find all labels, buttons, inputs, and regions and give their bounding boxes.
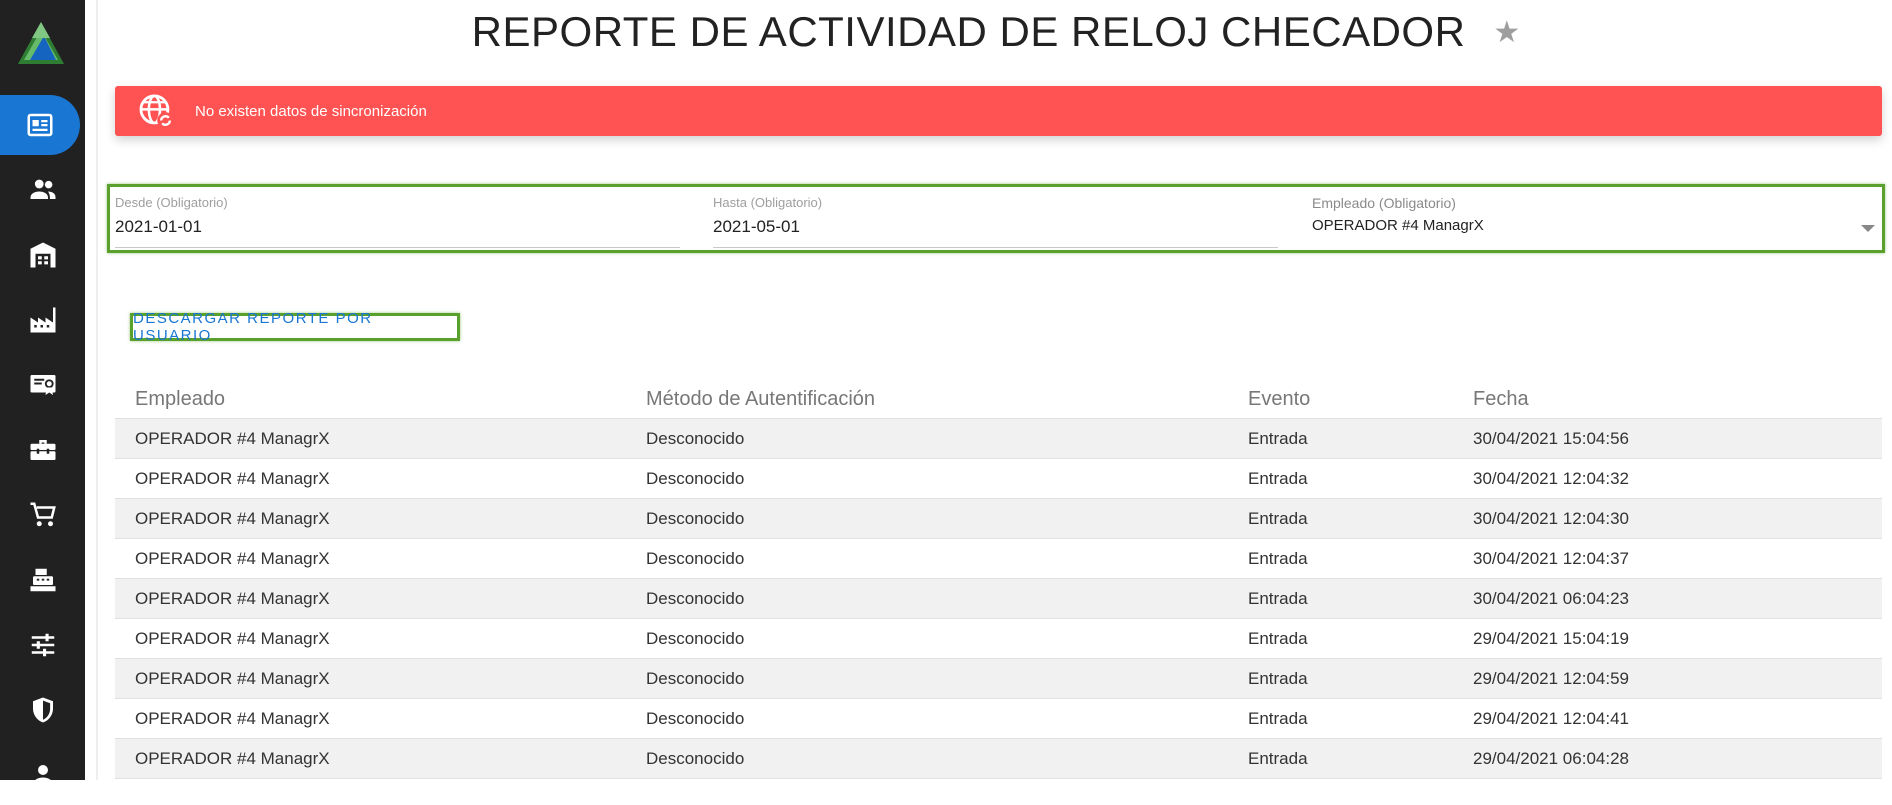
user-icon <box>28 760 58 790</box>
table-row[interactable] <box>115 539 1882 579</box>
page-title: REPORTE DE ACTIVIDAD DE RELOJ CHECADOR <box>471 8 1466 55</box>
cell-event: Entrada <box>1248 628 1308 648</box>
factory-icon <box>28 305 58 335</box>
cell-date: 29/04/2021 12:04:41 <box>1473 708 1629 728</box>
column-header-employee[interactable]: Empleado <box>135 387 226 410</box>
sidebar-divider <box>96 0 98 780</box>
cell-auth-method: Desconocido <box>646 508 745 528</box>
table-row[interactable] <box>115 659 1882 699</box>
date-to-value[interactable]: 2021-05-01 <box>713 217 800 236</box>
cell-event: Entrada <box>1248 588 1308 608</box>
people-icon <box>28 174 58 204</box>
cell-auth-method: Desconocido <box>646 588 745 608</box>
sync-alert <box>115 86 1882 136</box>
table-row[interactable] <box>115 419 1882 459</box>
cell-auth-method: Desconocido <box>646 668 745 688</box>
table-row[interactable] <box>115 699 1882 739</box>
cell-event: Entrada <box>1248 428 1308 448</box>
sidebar-item-warehouse[interactable] <box>0 225 85 285</box>
sidebar-item-reports[interactable] <box>0 95 80 155</box>
cell-date: 29/04/2021 15:04:19 <box>1473 628 1629 648</box>
date-to-underline <box>713 247 1278 248</box>
table-row[interactable] <box>115 459 1882 499</box>
sidebar-item-profile[interactable] <box>0 745 85 805</box>
cell-date: 30/04/2021 12:04:30 <box>1473 508 1629 528</box>
sidebar-item-security[interactable] <box>0 680 85 740</box>
employee-select[interactable] <box>1307 187 1879 250</box>
cell-auth-method: Desconocido <box>646 548 745 568</box>
table-row[interactable] <box>115 619 1882 659</box>
cell-employee: OPERADOR #4 ManagrX <box>135 588 330 608</box>
employee-value[interactable]: OPERADOR #4 ManagrX <box>1312 217 1484 234</box>
cell-date: 29/04/2021 12:04:59 <box>1473 668 1629 688</box>
column-header-event[interactable]: Evento <box>1248 387 1311 410</box>
report-icon <box>25 110 55 140</box>
cart-icon <box>28 500 58 530</box>
date-to-label: Hasta (Obligatorio) <box>713 195 823 210</box>
date-from-value[interactable]: 2021-01-01 <box>115 217 202 236</box>
cell-auth-method: Desconocido <box>646 468 745 488</box>
cell-event: Entrada <box>1248 508 1308 528</box>
cell-employee: OPERADOR #4 ManagrX <box>135 628 330 648</box>
date-from-field[interactable] <box>110 187 680 250</box>
cell-employee: OPERADOR #4 ManagrX <box>135 428 330 448</box>
cell-date: 30/04/2021 12:04:32 <box>1473 468 1629 488</box>
cell-event: Entrada <box>1248 468 1308 488</box>
sidebar-item-point-of-sale[interactable] <box>0 550 85 610</box>
cell-date: 30/04/2021 12:04:37 <box>1473 548 1629 568</box>
certificate-icon <box>28 370 58 400</box>
shield-icon <box>28 695 58 725</box>
column-header-auth-method[interactable]: Método de Autentificación <box>646 387 876 410</box>
favorite-star-icon[interactable]: ★ <box>1493 15 1521 49</box>
cell-auth-method: Desconocido <box>646 748 745 768</box>
download-report-button[interactable]: DESCARGAR REPORTE POR USUARIO <box>130 313 460 341</box>
table-row[interactable] <box>115 739 1882 779</box>
filter-form <box>107 184 1885 253</box>
dropdown-arrow-icon[interactable] <box>1861 225 1875 232</box>
sidebar <box>0 0 85 780</box>
cell-event: Entrada <box>1248 748 1308 768</box>
app-logo[interactable] <box>16 20 66 66</box>
web-sync-icon <box>137 92 175 130</box>
sidebar-item-certificates[interactable] <box>0 355 85 415</box>
activity-table <box>115 380 1882 779</box>
sidebar-item-cart[interactable] <box>0 485 85 545</box>
cell-event: Entrada <box>1248 668 1308 688</box>
date-to-field[interactable] <box>708 187 1278 250</box>
date-from-label: Desde (Obligatorio) <box>115 195 228 210</box>
page-header <box>100 4 1892 60</box>
cell-auth-method: Desconocido <box>646 628 745 648</box>
cell-date: 30/04/2021 15:04:56 <box>1473 428 1629 448</box>
table-header <box>115 380 1882 419</box>
table-body <box>115 419 1882 779</box>
table-row[interactable] <box>115 579 1882 619</box>
sidebar-item-settings[interactable] <box>0 615 85 675</box>
cell-auth-method: Desconocido <box>646 708 745 728</box>
employee-label: Empleado (Obligatorio) <box>1312 195 1456 211</box>
cell-employee: OPERADOR #4 ManagrX <box>135 668 330 688</box>
sidebar-item-tools[interactable] <box>0 420 85 480</box>
tune-icon <box>28 630 58 660</box>
cell-employee: OPERADOR #4 ManagrX <box>135 708 330 728</box>
cash-register-icon <box>28 565 58 595</box>
alert-message: No existen datos de sincronización <box>195 102 427 120</box>
column-header-date[interactable]: Fecha <box>1473 387 1529 410</box>
date-from-underline <box>115 247 680 248</box>
cell-event: Entrada <box>1248 708 1308 728</box>
cell-event: Entrada <box>1248 548 1308 568</box>
cell-date: 30/04/2021 06:04:23 <box>1473 588 1629 608</box>
warehouse-icon <box>28 240 58 270</box>
cell-employee: OPERADOR #4 ManagrX <box>135 468 330 488</box>
cell-date: 29/04/2021 06:04:28 <box>1473 748 1629 768</box>
sidebar-item-factory[interactable] <box>0 290 85 350</box>
cell-auth-method: Desconocido <box>646 428 745 448</box>
cell-employee: OPERADOR #4 ManagrX <box>135 508 330 528</box>
sidebar-item-people[interactable] <box>0 159 85 219</box>
cell-employee: OPERADOR #4 ManagrX <box>135 748 330 768</box>
table-row[interactable] <box>115 499 1882 539</box>
toolbox-icon <box>28 435 58 465</box>
cell-employee: OPERADOR #4 ManagrX <box>135 548 330 568</box>
